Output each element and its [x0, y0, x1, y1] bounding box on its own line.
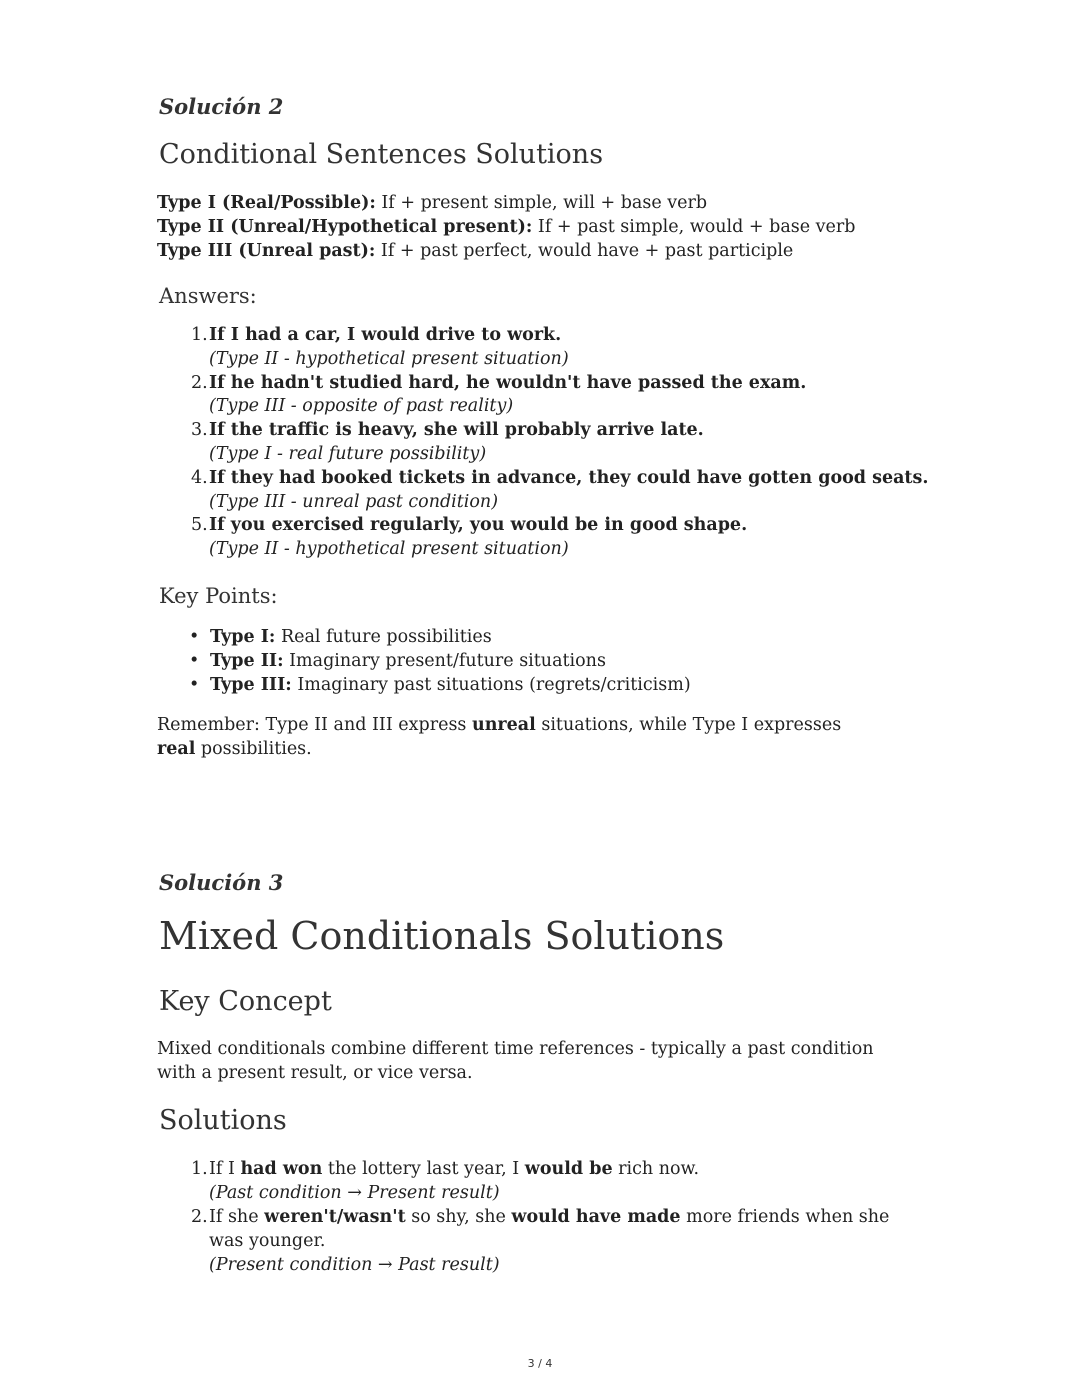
solution-emphasis: would have made	[511, 1207, 681, 1227]
solution-emphasis: had won	[240, 1159, 323, 1179]
key-concept-heading: Key Concept	[159, 986, 332, 1017]
section-title-mixed-conditionals: Mixed Conditionals Solutions	[159, 914, 725, 958]
type-name: Type I (Real/Possible):	[157, 193, 376, 213]
list-number: 3.	[191, 420, 208, 441]
answer-sentence: If the traffic is heavy, she will probably arrive late.	[209, 420, 704, 441]
keypoint-type: Type I:	[210, 627, 276, 647]
solutions-heading: Solutions	[159, 1105, 287, 1136]
keypoint-text: Imaginary past situations (regrets/criticism)	[291, 675, 691, 695]
type-rule: If + past perfect, would have + past participle	[375, 241, 794, 261]
solutions-list	[191, 1157, 911, 1277]
solution-text: rich now.	[612, 1159, 700, 1179]
list-item	[189, 673, 691, 697]
answer-sentence: If you exercised regularly, you would be in good shape.	[209, 515, 748, 536]
key-points-heading: Key Points:	[159, 584, 278, 608]
solution-text: the lottery last year, I	[322, 1159, 525, 1179]
keypoint-type: Type II:	[210, 651, 284, 671]
solution-text: so shy, she	[405, 1207, 512, 1227]
list-number: 5.	[191, 515, 208, 536]
list-item	[191, 1205, 911, 1277]
type-rule-line	[157, 191, 855, 215]
answer-note: (Type I - real future possibility)	[209, 443, 487, 464]
bullet-icon: •	[189, 651, 200, 671]
type-rule-line	[157, 239, 855, 263]
solution-note: (Present condition → Past result)	[209, 1255, 500, 1275]
type-rule: If + present simple, will + base verb	[375, 193, 708, 213]
list-number: 1.	[191, 1159, 208, 1179]
answer-sentence: If I had a car, I would drive to work.	[209, 325, 562, 345]
list-number: 4.	[191, 467, 208, 488]
type-rule: If + past simple, would + base verb	[532, 217, 856, 237]
solution-note: (Past condition → Present result)	[209, 1183, 500, 1203]
key-concept-text: Mixed conditionals combine different time references - typically a past condition with a present result, or vice versa.	[157, 1039, 874, 1083]
key-points-list	[189, 625, 691, 697]
answer-sentence: If they had booked tickets in advance, they could have gotten good seats.	[209, 467, 929, 488]
bullet-icon: •	[189, 675, 200, 695]
answer-sentence: If he hadn't studied hard, he wouldn't have passed the exam.	[209, 372, 807, 393]
list-item	[191, 514, 928, 562]
type-name: Type II (Unreal/Hypothetical present):	[157, 217, 533, 237]
remember-text: Remember: Type II and III express	[157, 715, 472, 735]
remember-emphasis: real	[157, 739, 196, 759]
list-item	[189, 625, 691, 649]
remember-text: possibilities.	[195, 739, 312, 759]
remember-emphasis: unreal	[471, 715, 536, 735]
answers-list	[191, 324, 928, 562]
keypoint-text: Real future possibilities	[275, 627, 492, 647]
answer-note: (Type II - hypothetical present situation)	[209, 539, 569, 560]
bullet-icon: •	[189, 627, 200, 647]
section-label-solucion-2: Solución 2	[159, 94, 284, 119]
conditional-types-list	[157, 191, 855, 263]
page-number: 3 / 4	[527, 1357, 553, 1370]
solution-text: If I	[209, 1159, 241, 1179]
type-name: Type III (Unreal past):	[157, 241, 376, 261]
section-label-solucion-3: Solución 3	[159, 870, 284, 895]
list-number: 2.	[191, 1207, 208, 1227]
list-item	[189, 649, 691, 673]
answer-note: (Type III - opposite of past reality)	[209, 396, 514, 417]
answer-note: (Type III - unreal past condition)	[209, 491, 499, 512]
list-item	[191, 419, 928, 467]
remember-paragraph	[157, 713, 857, 761]
list-item	[191, 467, 928, 515]
list-item	[191, 372, 928, 420]
list-number: 1.	[191, 325, 208, 345]
answer-note: (Type II - hypothetical present situation)	[209, 348, 569, 369]
solution-text: If she	[209, 1207, 265, 1227]
keypoint-text: Imaginary present/future situations	[283, 651, 606, 671]
solution-emphasis: weren't/wasn't	[264, 1207, 406, 1227]
answers-heading: Answers:	[159, 284, 257, 308]
remember-text: situations, while Type I expresses	[535, 715, 842, 735]
list-item	[191, 1157, 911, 1205]
type-rule-line	[157, 215, 855, 239]
section-title-conditional-sentences: Conditional Sentences Solutions	[159, 139, 604, 170]
keypoint-type: Type III:	[210, 675, 292, 695]
solution-text: more friends when she was younger.	[209, 1207, 890, 1251]
solution-emphasis: would be	[524, 1159, 613, 1179]
list-item	[191, 324, 928, 372]
list-number: 2.	[191, 372, 208, 393]
